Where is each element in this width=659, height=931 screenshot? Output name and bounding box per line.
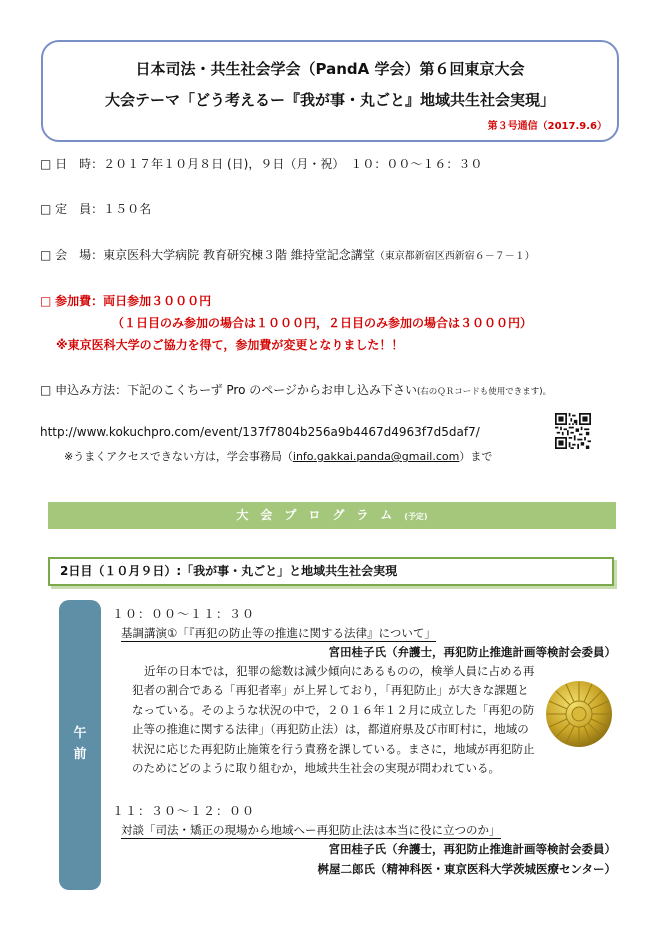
qr-code-icon[interactable] [555, 413, 591, 449]
fee-detail: （１日目のみ参加の場合は１０００円，２日目のみ参加の場合は３０００円） [112, 316, 533, 330]
apply-text: □ 申込み方法：下記のこくちーず Pro のページからお申し込み下さい [40, 383, 417, 397]
venue-address: （東京都新宿区西新宿６－７－１） [374, 251, 535, 262]
fee-note: ※東京医科大学のご協力を得て，参加費が変更となりました！！ [56, 338, 404, 352]
event-title: 日本司法・共生社会学会（PandA 学会）第６回東京大会 [135, 60, 525, 78]
capacity-row: □ 定 員：１５０名 [40, 202, 152, 216]
datetime-row: □ 日 時：２０１７年１０月８日 (日)，９日（月・祝） １０：００〜１６：３０ [40, 157, 483, 171]
session2-speaker-1: 宮田桂子氏（弁護士，再犯防止推進計画等検討会委員） [328, 842, 616, 856]
contact-row [64, 448, 492, 464]
fee-row [40, 292, 211, 309]
session1-title-text: 基調講演①「『再犯の防止等の推進に関する法律』について」 [121, 626, 436, 640]
desc-line: 止等の推進に関する法律」（再犯防止法）は，都道府県及び市町村に，地域の [132, 722, 529, 737]
fee-text: 参加費：両日参加３０００円 [55, 294, 212, 308]
morning-tab [59, 600, 101, 890]
morning-label-2: 前 [73, 747, 87, 762]
desc-line: 犯者の割合である「再犯者率」が上昇しており，「再犯防止」が大きな課題と [132, 683, 529, 698]
contact-email-link[interactable]: info.gakkai.panda@gmail.com [292, 450, 460, 463]
session2-title-text: 対談「司法・矯正の現場から地域へー再犯防止法は本当に役に立つのか」 [121, 823, 501, 837]
day2-title: 2日目（１０月９日）:「我が事・丸ごと」と地域共生社会実現 [60, 564, 398, 578]
contact-prefix: ※うまくアクセスできない方は，学会事務局（ [64, 450, 293, 463]
session2-title [121, 822, 501, 838]
day2-title-box [48, 557, 614, 586]
desc-line: 状況に応じた再犯防止施策を行う責務を課している。まさに，地域が再犯防止 [132, 741, 535, 756]
chrysanthemum-medal-icon [545, 680, 613, 748]
apply-row [40, 381, 551, 398]
morning-label-1: 午 [73, 726, 87, 741]
contact-suffix: ）まで [459, 450, 493, 463]
session1-description [132, 662, 538, 778]
desc-line: 近年の日本では，犯罪の総数は減少傾向にあるものの，検挙人員に占める再 [144, 664, 535, 678]
issue-number: 第３号通信（2017.9.6） [487, 121, 607, 132]
venue-text: □ 会 場：東京医科大学病院 教育研究棟３階 維持堂記念講堂 [40, 248, 375, 262]
program-header-bar [48, 502, 616, 529]
desc-line: のためにどのように取り組むか，地域共生社会の実現が問われている。 [132, 761, 500, 776]
apply-note: (右のＱＲコードも使用できます)。 [416, 387, 552, 397]
session1-time: １０：００〜１１：３０ [112, 607, 256, 621]
desc-line: なっている。そのような状況の中で，２０１６年１２月に成立した「再犯の防 [132, 702, 535, 717]
session2-time: １１：３０〜１２：００ [112, 804, 256, 818]
program-title: 大会プログラム [236, 508, 405, 522]
venue-row [40, 246, 535, 263]
event-url-link[interactable]: http://www.kokuchpro.com/event/137f7804b256a9b4467d4963f7d5daf7/ [40, 425, 480, 439]
session1-speaker: 宮田桂子氏（弁護士，再犯防止推進計画等検討会委員） [328, 645, 616, 659]
session2-speaker-2: 桝屋二郎氏（精神科医・東京医科大学茨城医療センター） [317, 862, 616, 876]
title-box [41, 40, 619, 142]
event-theme: 大会テーマ「どう考えるー『我が事・丸ごと』地域共生社会実現」 [104, 91, 555, 109]
program-note: (予定) [404, 512, 428, 521]
session1-title [121, 625, 436, 641]
fee-checkbox: □ [40, 294, 52, 308]
